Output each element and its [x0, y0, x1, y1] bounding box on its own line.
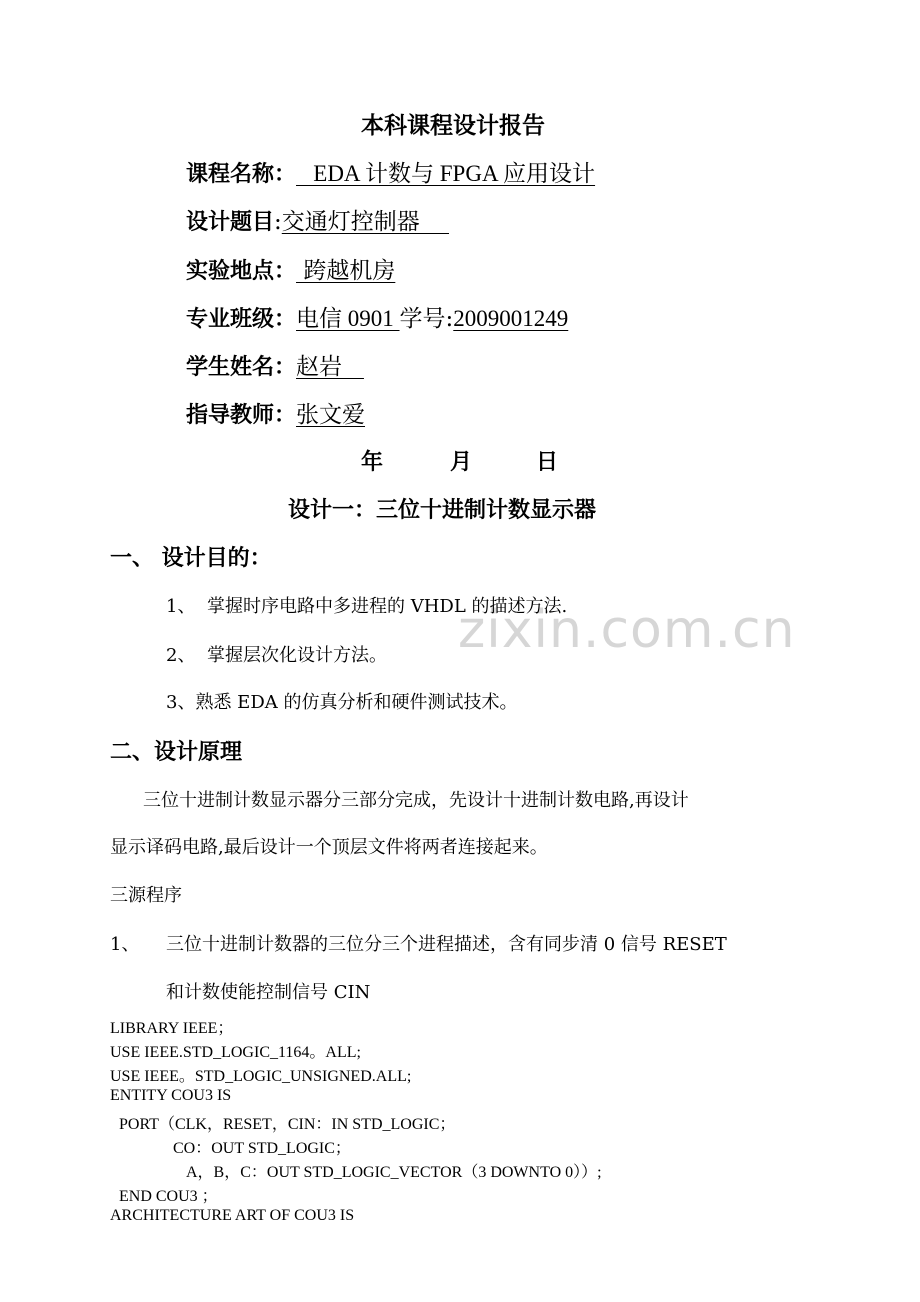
source-item-line-1: 三位十进制计数器的三位分三个进程描述，含有同步清 0 信号 RESET — [166, 934, 727, 955]
class-label: 专业班级： — [186, 307, 297, 332]
objective-num-1: 1、 — [166, 596, 196, 617]
topic-label: 设计题目 — [186, 210, 275, 235]
date-month: 月 — [450, 450, 473, 475]
section1-heading: 一、 设计目的： — [110, 546, 272, 571]
code-line-5: PORT（CLK，RESET，CIN：IN STD_LOGIC； — [119, 1116, 456, 1133]
date-day: 日 — [536, 450, 559, 475]
design-title: 设计一：三位十进制计数显示器 — [288, 498, 597, 523]
objective-num-2: 2、 — [166, 645, 196, 666]
principle-line-1: 三位十进制计数显示器分三部分完成，先设计十进制计数电路,再设计 — [143, 790, 689, 811]
code-line-7: A，B，C：OUT STD_LOGIC_VECTOR（3 DOWNTO 0））; — [186, 1164, 602, 1181]
code-line-9: ARCHITECTURE ART OF COU3 IS — [110, 1207, 355, 1224]
code-line-1: LIBRARY IEEE； — [110, 1020, 234, 1037]
student-id-value: 2009001249 — [453, 306, 569, 331]
course-value: EDA 计数与 FPGA 应用设计 — [296, 161, 596, 186]
location-row — [186, 252, 395, 285]
student-label: 学生姓名： — [186, 355, 297, 380]
student-row — [186, 348, 364, 381]
advisor-value: 张文爱 — [296, 402, 366, 428]
code-line-6: CO：OUT STD_LOGIC； — [173, 1140, 351, 1157]
date-year: 年 — [361, 450, 384, 475]
topic-value: 交通灯控制器 — [281, 209, 450, 235]
source-item-num: 1、 — [110, 934, 140, 955]
section3-heading: 三源程序 — [110, 885, 182, 906]
section2-heading: 二、设计原理 — [110, 740, 243, 765]
code-line-2: USE IEEE.STD_LOGIC_1164。ALL; — [110, 1044, 361, 1061]
objective-text-1: 掌握时序电路中多进程的 VHDL 的描述方法. — [207, 596, 568, 617]
code-line-8: END COU3 ； — [119, 1188, 218, 1205]
topic-row — [186, 203, 449, 236]
student-id-colon: : — [445, 306, 454, 332]
topic-colon: : — [274, 209, 282, 235]
location-label: 实验地点： — [186, 259, 297, 284]
course-row — [186, 155, 595, 188]
objective-text-2: 掌握层次化设计方法。 — [207, 645, 387, 666]
principle-line-2: 显示译码电路,最后设计一个顶层文件将两者连接起来。 — [110, 837, 548, 858]
advisor-label: 指导教师： — [186, 403, 297, 428]
advisor-row — [186, 396, 365, 429]
code-line-4: ENTITY COU3 IS — [110, 1087, 232, 1104]
student-id-label: 学号 — [399, 306, 446, 332]
objective-text-3: 3、熟悉 EDA 的仿真分析和硬件测试技术。 — [166, 692, 518, 713]
class-row — [186, 300, 568, 333]
watermark: zixin.com.cn — [458, 600, 796, 660]
location-value: 跨越机房 — [296, 258, 396, 284]
class-value: 电信 0901 — [296, 306, 400, 331]
student-value: 赵岩 — [296, 354, 364, 380]
source-item-line-2: 和计数使能控制信号 CIN — [166, 982, 371, 1003]
course-label: 课程名称： — [186, 162, 297, 187]
report-title: 本科课程设计报告 — [361, 113, 545, 139]
code-line-3: USE IEEE。STD_LOGIC_UNSIGNED.ALL; — [110, 1068, 412, 1085]
